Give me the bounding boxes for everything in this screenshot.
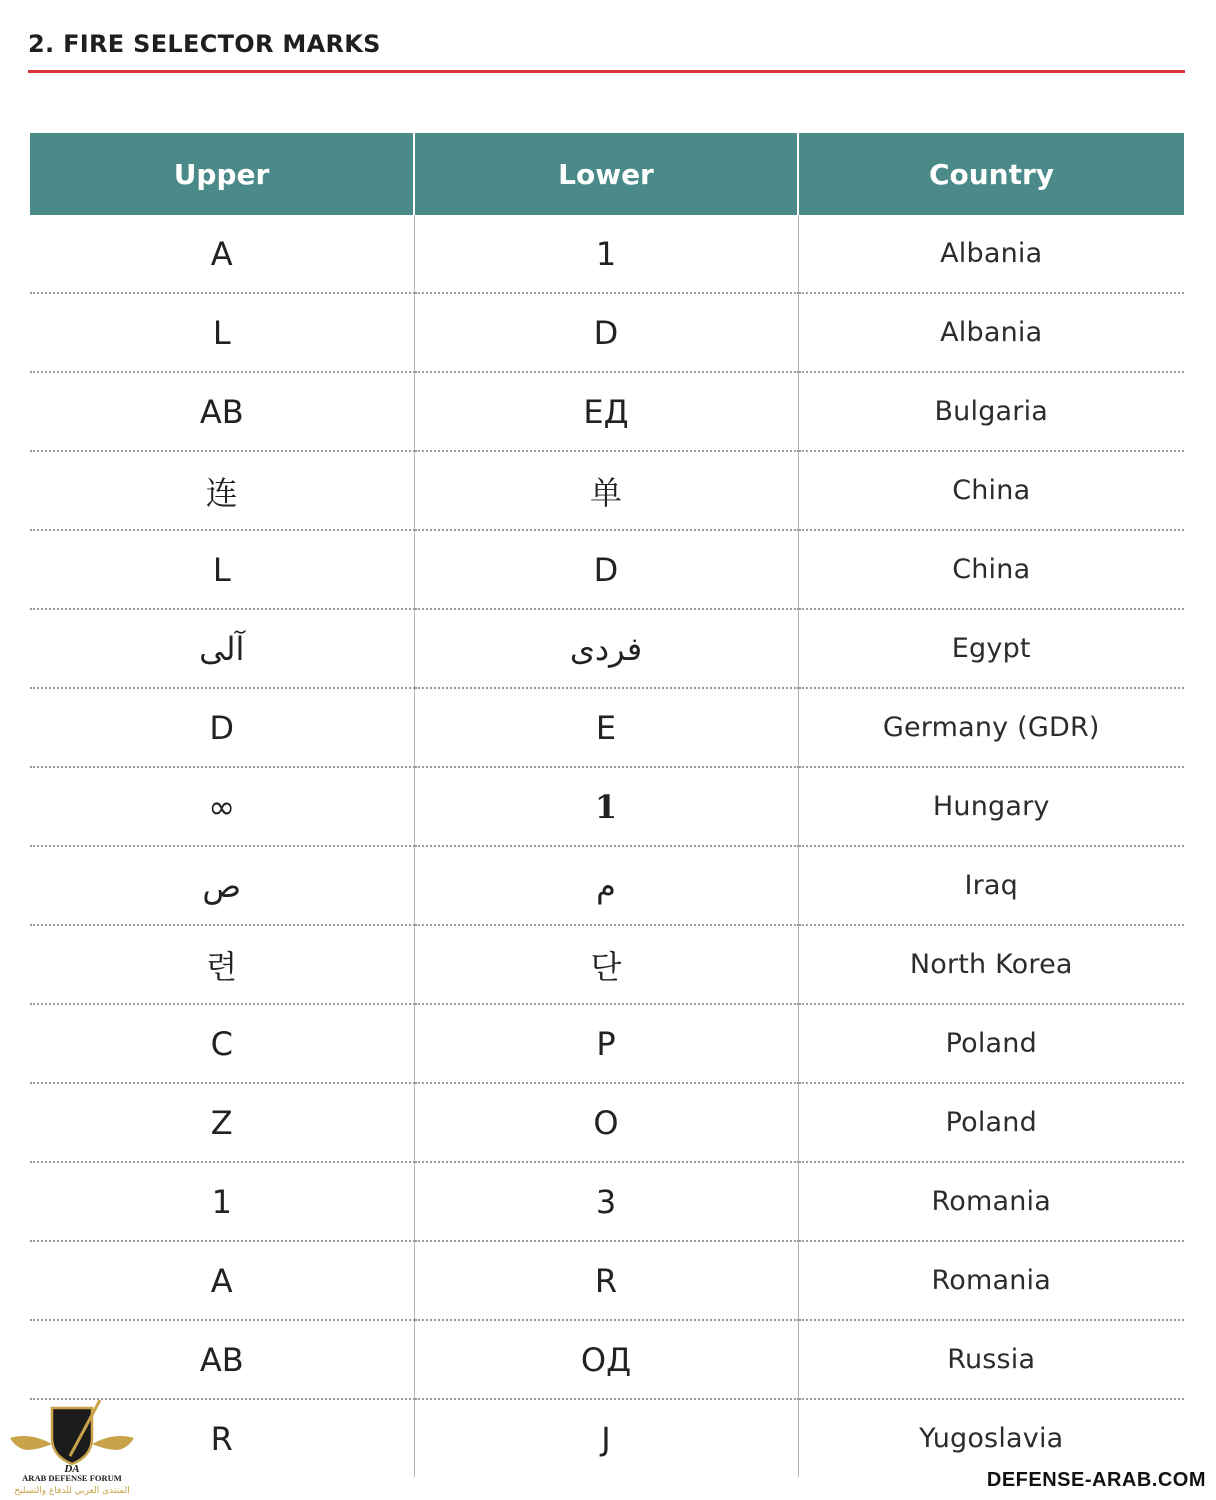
upper-mark: 련 [30, 925, 414, 1004]
country-name: Egypt [798, 609, 1184, 688]
country-name: Iraq [798, 846, 1184, 925]
logo-wing-right [92, 1436, 134, 1450]
table-row [30, 1162, 1184, 1241]
header-lower: Lower [414, 133, 798, 215]
table-row [30, 451, 1184, 530]
country-name: Russia [798, 1320, 1184, 1399]
upper-mark: Z [30, 1083, 414, 1162]
country-name: Poland [798, 1004, 1184, 1083]
arab-defense-forum-logo [8, 1398, 136, 1496]
country-name: Romania [798, 1241, 1184, 1320]
upper-mark: R [210, 1419, 233, 1458]
table-row [30, 1083, 1184, 1162]
table-row [30, 1320, 1184, 1399]
table-row [30, 293, 1184, 372]
country-name: China [798, 530, 1184, 609]
lower-mark: 1 [414, 767, 798, 846]
upper-mark: L [30, 293, 414, 372]
logo-arabic-name: المنتدى العربي للدفاع والتسليح [14, 1486, 130, 1496]
country-name: Albania [798, 293, 1184, 372]
country-name: Albania [798, 215, 1184, 293]
lower-mark: P [414, 1004, 798, 1083]
lower-mark: 单 [414, 451, 798, 530]
lower-mark: م [414, 846, 798, 925]
lower-mark: 단 [414, 925, 798, 1004]
upper-mark: آلى [30, 609, 414, 688]
upper-mark: C [30, 1004, 414, 1083]
lower-mark: 3 [414, 1162, 798, 1241]
upper-mark: AB [30, 372, 414, 451]
country-name: North Korea [798, 925, 1184, 1004]
table-row [30, 215, 1184, 293]
shield-icon [52, 1408, 92, 1464]
table-row [30, 1399, 1184, 1477]
country-name: Yugoslavia [798, 1399, 1184, 1477]
upper-mark: A [30, 1241, 414, 1320]
header-upper: Upper [30, 133, 414, 215]
header-country: Country [798, 133, 1184, 215]
lower-mark: 1 [414, 215, 798, 293]
upper-mark: 1 [30, 1162, 414, 1241]
table-row [30, 1241, 1184, 1320]
logo-wing-left [10, 1436, 52, 1450]
country-name: Bulgaria [798, 372, 1184, 451]
lower-mark: O [414, 1083, 798, 1162]
upper-mark: A [30, 215, 414, 293]
upper-mark: AB [30, 1320, 414, 1399]
lower-mark: ОД [414, 1320, 798, 1399]
fire-selector-table [30, 133, 1184, 1477]
lower-mark: E [414, 688, 798, 767]
table-row [30, 767, 1184, 846]
upper-mark: ص [30, 846, 414, 925]
lower-mark: فردى [414, 609, 798, 688]
lower-mark: J [414, 1399, 798, 1477]
section-title: 2. FIRE SELECTOR MARKS [28, 30, 381, 58]
upper-mark: L [30, 530, 414, 609]
upper-mark: ∞ [30, 767, 414, 846]
upper-mark: D [30, 688, 414, 767]
country-name: Romania [798, 1162, 1184, 1241]
lower-mark: R [414, 1241, 798, 1320]
country-name: Germany (GDR) [798, 688, 1184, 767]
table-row [30, 530, 1184, 609]
lower-mark: ЕД [414, 372, 798, 451]
logo-name: ARAB DEFENSE FORUM [22, 1473, 122, 1483]
title-divider [28, 70, 1185, 73]
table-row [30, 688, 1184, 767]
country-name: China [798, 451, 1184, 530]
site-watermark: DEFENSE-ARAB.COM [986, 1469, 1206, 1491]
lower-mark: D [414, 530, 798, 609]
table-row [30, 1004, 1184, 1083]
table-header-row [30, 133, 1184, 215]
table-row [30, 609, 1184, 688]
country-name: Poland [798, 1083, 1184, 1162]
lower-mark: D [414, 293, 798, 372]
upper-mark: 连 [30, 451, 414, 530]
table-row [30, 925, 1184, 1004]
table-row [30, 372, 1184, 451]
country-name: Hungary [798, 767, 1184, 846]
logo-mark: DA [64, 1463, 80, 1475]
table-row [30, 846, 1184, 925]
